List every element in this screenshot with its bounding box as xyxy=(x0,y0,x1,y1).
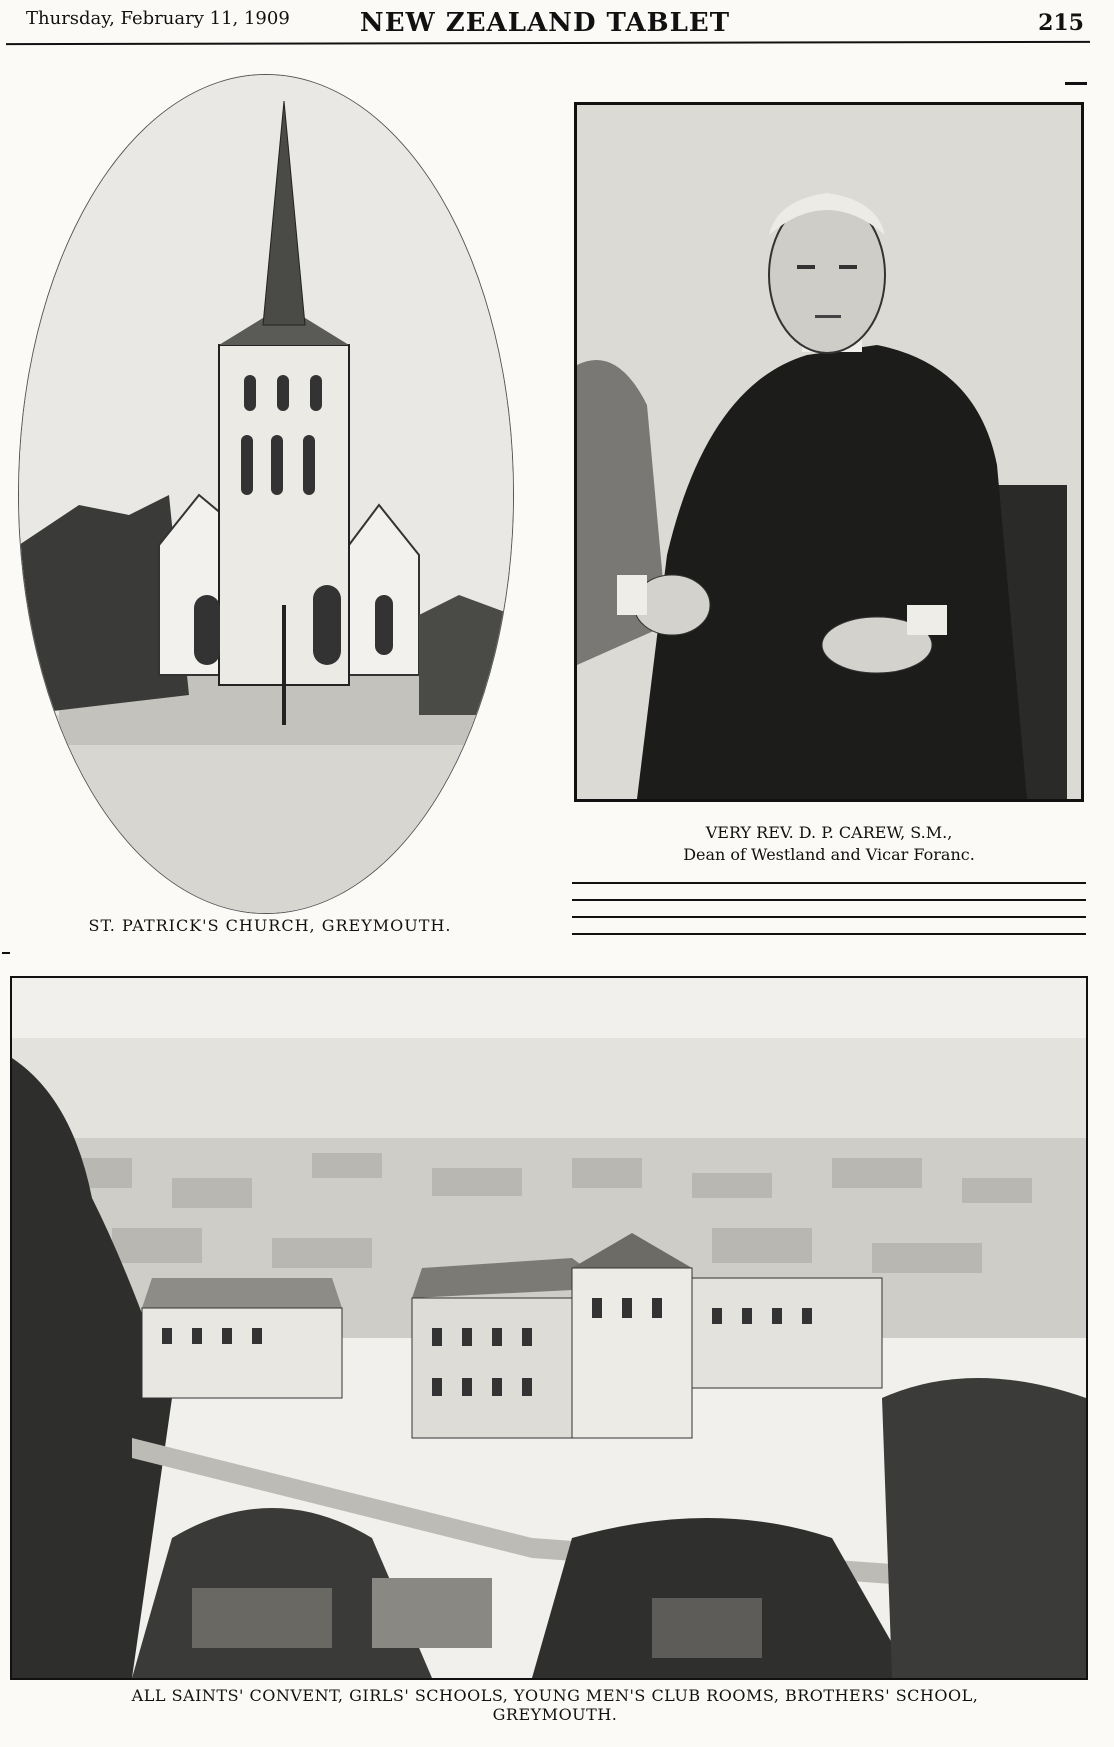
page-number: 215 xyxy=(1038,10,1084,36)
divider-rules xyxy=(572,882,1086,950)
issue-date: Thursday, February 11, 1909 xyxy=(26,8,290,29)
header-rule xyxy=(6,41,1090,45)
town-panorama-illustration xyxy=(12,978,1086,1678)
publication-title: NEW ZEALAND TABLET xyxy=(359,8,731,38)
portrait-caption-name: VERY REV. D. P. CAREW, S.M., xyxy=(705,823,953,842)
portrait-caption-title: Dean of Westland and Vicar Foranc. xyxy=(683,845,975,864)
margin-dash xyxy=(2,952,10,954)
church-illustration xyxy=(19,75,513,913)
church-caption: ST. PATRICK'S CHURCH, GREYMOUTH. xyxy=(88,916,452,935)
church-photo xyxy=(18,74,514,914)
panorama-photo xyxy=(10,976,1088,1680)
portrait-photo xyxy=(574,102,1084,802)
priest-portrait-illustration xyxy=(577,105,1081,799)
corner-mark xyxy=(1065,82,1087,85)
portrait-caption xyxy=(574,822,1084,866)
panorama-caption-line1: ALL SAINTS' CONVENT, GIRLS' SCHOOLS, YOUNG MEN'S CLUB ROOMS, BROTHERS' SCHOOL, xyxy=(131,1686,979,1705)
page-header xyxy=(6,6,1084,40)
panorama-caption xyxy=(10,1686,1100,1724)
panorama-caption-line2: GREYMOUTH. xyxy=(492,1705,618,1724)
